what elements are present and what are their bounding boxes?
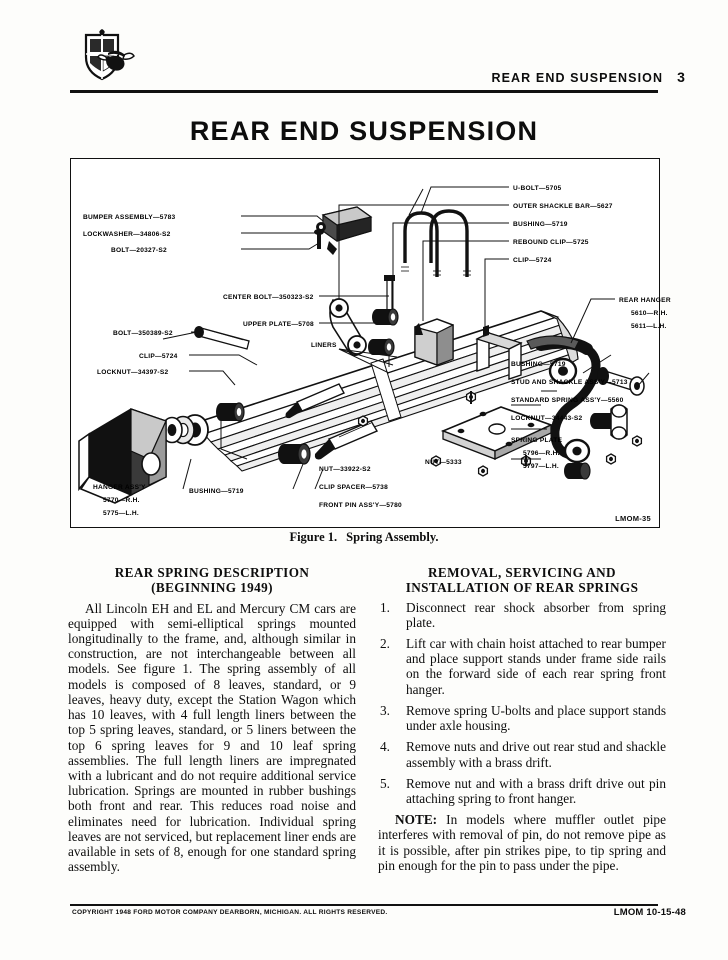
- callout-spring-plate-title: SPRING PLATE: [511, 437, 563, 444]
- callout-rear-hanger-title: REAR HANGER: [619, 297, 671, 304]
- callout-front-pin-assy: FRONT PIN ASS'Y—5780: [319, 502, 402, 509]
- callout-locknut-34397: LOCKNUT—34397-S2: [97, 369, 169, 376]
- step-number: 5.: [380, 775, 390, 791]
- copyright-line: COPYRIGHT 1948 FORD MOTOR COMPANY DEARBORN, MICHIGAN. ALL RIGHTS RESERVED.: [72, 909, 388, 916]
- step-text: Disconnect rear shock absorber from spring plate.: [406, 599, 666, 630]
- callout-hanger-assy-title: HANGER ASS'Y: [93, 484, 146, 491]
- callout-clip-5724-left: CLIP—5724: [139, 353, 178, 360]
- callout-bumper-assembly: BUMPER ASSEMBLY—5783: [83, 214, 176, 221]
- bumper-assembly: [323, 207, 371, 255]
- step-number: 1.: [380, 599, 390, 615]
- figure-caption: [0, 530, 728, 545]
- list-item: [378, 636, 666, 697]
- callout-spring-plate-lh: 5797—L.H.: [523, 463, 559, 470]
- spring-front-eye: [162, 415, 208, 445]
- column-rear-spring-description: [68, 566, 356, 888]
- step-text: Remove nut and with a brass drift drive out pin attaching spring to front hanger.: [406, 775, 666, 806]
- callout-liners: LINERS: [311, 342, 337, 349]
- callout-rear-hanger-rh: 5610—R.H.: [631, 310, 668, 317]
- rear-nuts: [607, 436, 642, 464]
- callout-rebound-clip: REBOUND CLIP—5725: [513, 239, 589, 246]
- bolt-20327-shank: [314, 229, 324, 249]
- rear-spring-description-paragraph: All Lincoln EH and EL and Mercury CM cars are equipped with semi-elliptical springs mounted longitudinally to the frame, and, although similar in construction, are not interchangeable between all models. See figure 1. The spring assembly of all models is composed of 8 leaves, standard, or 9 leaves, heavy duty, except the Station Wagon which has 10 leaves, with 4 full length liners between the top 5 spring leaves, standard, or 5 liners between the top 6 spring leaves for 9 and 10 leaf spring assemblies. The full length liners are impregnated with a lubricant and do not require additional service lubrication. Springs are mounted in rubber bushings both front and rear. This reduces road noise and eliminates need for lubrication. Individual spring leaves are not serviced, but replacement liner ends are available in sets of 8, enough for one standard spring assembly.: [68, 600, 356, 875]
- u-bolt: [405, 211, 467, 277]
- callout-outer-shackle-bar: OUTER SHACKLE BAR—5627: [513, 203, 613, 210]
- left-column-heading: [68, 566, 356, 596]
- callout-u-bolt: U-BOLT—5705: [513, 185, 562, 192]
- right-heading-line1: REMOVAL, SERVICING AND: [428, 565, 616, 580]
- right-heading-line2: INSTALLATION OF REAR SPRINGS: [405, 579, 639, 595]
- step-text: Remove nuts and drive out rear stud and shackle assembly with a brass drift.: [406, 739, 666, 770]
- callout-hanger-assy-lh: 5775—L.H.: [103, 510, 139, 517]
- right-column-heading: [378, 566, 666, 596]
- callout-bushing-5719-left: BUSHING—5719: [189, 488, 244, 495]
- callout-locknut-34443: LOCKNUT—34443-S2: [511, 415, 583, 422]
- list-item: [378, 739, 666, 769]
- bushing-barrel-b: [278, 444, 310, 464]
- plate-code: LMOM-35: [615, 514, 651, 523]
- header-rule: [70, 90, 658, 93]
- list-item: [378, 600, 666, 630]
- step-number: 3.: [380, 702, 390, 718]
- footer-rule: [70, 904, 658, 906]
- running-head-title: REAR END SUSPENSION: [491, 71, 664, 85]
- figure-caption-text: Spring Assembly.: [346, 530, 439, 544]
- page-number: 3: [677, 69, 686, 85]
- left-heading-line1: REAR SPRING DESCRIPTION: [114, 565, 310, 580]
- callout-upper-plate: UPPER PLATE—5708: [243, 321, 314, 328]
- column-removal-servicing: [378, 566, 666, 886]
- list-item: [378, 703, 666, 733]
- figure-spring-assembly: [70, 158, 671, 528]
- callout-clip-spacer: CLIP SPACER—5738: [319, 484, 388, 491]
- lincoln-mercury-crest-icon: [78, 27, 140, 85]
- figure-caption-number: Figure 1.: [289, 530, 338, 544]
- callout-stud-and-shackle-assy: STUD AND SHACKLE ASS'Y—5713: [511, 379, 628, 386]
- note-paragraph: [378, 812, 666, 873]
- callout-bushing-5719-top: BUSHING—5719: [513, 221, 568, 228]
- callout-spring-plate-rh: 5796—R.H.: [523, 450, 560, 457]
- note-text: In models where muffler outlet pipe interferes with removal of pin, do not remove pipe as it is possible, after pin strikes pipe, to tip spring and pin enough for the pin to pass under the pipe.: [378, 812, 666, 873]
- callout-nut-33922: NUT—33922-S2: [319, 466, 371, 473]
- callout-clip-5724-right: CLIP—5724: [513, 257, 552, 264]
- callout-center-bolt: CENTER BOLT—350323-S2: [223, 294, 314, 301]
- callout-bolt-350389: BOLT—350389-S2: [113, 330, 173, 337]
- list-item: [378, 776, 666, 806]
- left-heading-line2: (BEGINNING 1949): [151, 579, 273, 595]
- page-title: REAR END SUSPENSION: [189, 116, 539, 146]
- callout-hanger-assy-rh: 5770—R.H.: [103, 497, 140, 504]
- callout-bushing-5719-right: BUSHING—5719: [511, 361, 566, 368]
- rebound-clip: [415, 319, 453, 365]
- running-head: [491, 69, 686, 85]
- removal-steps-list: [378, 600, 666, 807]
- footer-code: LMOM 10-15-48: [613, 907, 686, 918]
- step-number: 2.: [380, 636, 390, 651]
- step-text: Lift car with chain hoist attached to rear bumper and place support stands under frame side rails on the forward side of each rear spring front hanger.: [406, 636, 666, 697]
- note-label: NOTE:: [395, 812, 438, 828]
- callout-standard-spring-assy: STANDARD SPRING ASS'Y—5560: [511, 397, 624, 404]
- callout-lockwasher: LOCKWASHER—34806-S2: [83, 231, 171, 238]
- exploded-diagram: [71, 159, 671, 523]
- page-header: [0, 0, 728, 100]
- callout-bolt-20327: BOLT—20327-S2: [111, 247, 167, 254]
- bushing-barrel-a: [216, 403, 244, 421]
- callout-rear-hanger-lh: 5611—L.H.: [631, 323, 667, 330]
- step-text: Remove spring U-bolts and place support stands under axle housing.: [406, 702, 666, 734]
- step-number: 4.: [380, 739, 390, 755]
- bushing-shackle-lower: [368, 339, 394, 355]
- bolt-350389-part: [194, 326, 249, 349]
- callout-nut-5333-visible: NUT—5333: [425, 459, 462, 466]
